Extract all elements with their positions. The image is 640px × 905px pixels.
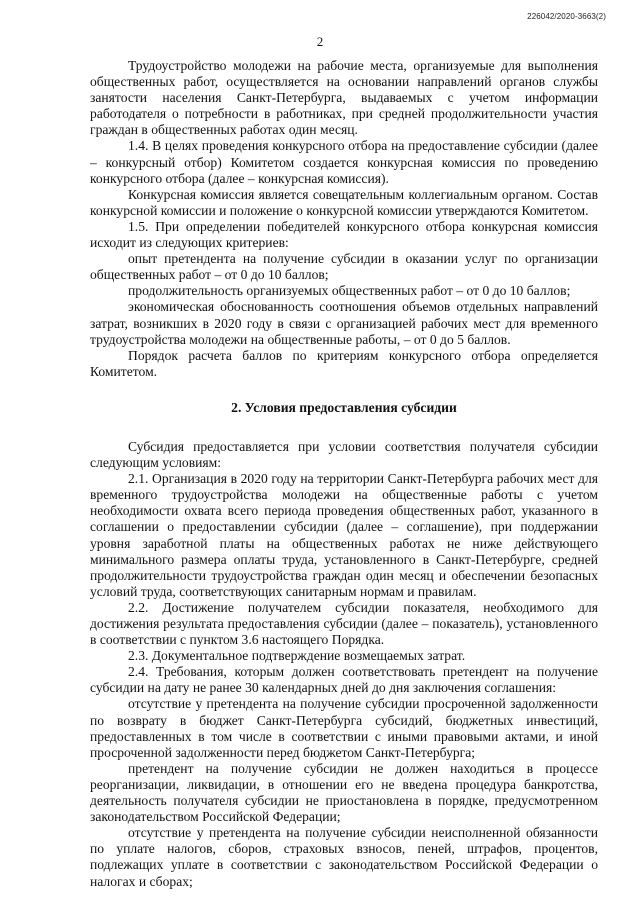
requirement-item: отсутствие у претендента на получение субсидии просроченной задолженности по возврату в бюджет Санкт-Петербурга субсидий, бюджетных инвестиций, предоставленных в том числе в соответствии с иными правовыми актами, и иной просроченной задолженности перед бюджетом Санкт-Петербурга; [90, 696, 598, 760]
paragraph: Субсидия предоставляется при условии соответствия получателя субсидии следующим условиям: [90, 438, 598, 471]
paragraph: 1.4. В целях проведения конкурсного отбора на предоставление субсидии (далее – конкурсный отбор) Комитетом создается конкурсная комиссия по проведению конкурсного отбора (далее – конкурсная комиссия). [90, 138, 598, 186]
criteria-item: экономическая обоснованность соотношения объемов отдельных направлений затрат, возникших в 2020 году в связи с организацией рабочих мест для временного трудоустройства молодежи на общественные работы, – от 0 до 5 баллов. [90, 299, 598, 347]
paragraph: Порядок расчета баллов по критериям конкурсного отбора определяется Комитетом. [90, 347, 598, 379]
paragraph: Трудоустройство молодежи на рабочие места, организуемые для выполнения общественных работ, осуществляется на основании направлений органов службы занятости населения Санкт-Петербурга, выдаваемых с учетом информации работодателя о потребности в работниках, при средней продолжительности участия граждан в общественных работах один месяц. [90, 58, 598, 138]
paragraph: Конкурсная комиссия является совещательным коллегиальным органом. Состав конкурсной комиссии и положение о конкурсной комиссии утверждаются Комитетом. [90, 186, 598, 218]
requirement-item: претендент на получение субсидии не должен находиться в процессе реорганизации, ликвидации, в отношении его не введена процедура банкротства, деятельность получателя субсидии не приостановлена в порядке, предусмотренном законодательством Российской Федерации; [90, 760, 598, 825]
criteria-item: опыт претендента на получение субсидии в оказании услуг по организации общественных работ – от 0 до 10 баллов; [90, 251, 598, 283]
criteria-item: продолжительность организуемых общественных работ – от 0 до 10 баллов; [128, 283, 571, 299]
document-body [90, 58, 598, 890]
paragraph: 2.2. Достижение получателем субсидии показателя, необходимого для достижения результата предоставления субсидии (далее – показатель), установленного в соответствии с пунктом 3.6 настоящего Порядка. [90, 599, 598, 648]
section-title: 2. Условия предоставления субсидии [231, 399, 457, 415]
paragraph: 1.5. При определении победителей конкурсного отбора конкурсная комиссия исходит из следующих критериев: [90, 218, 598, 251]
requirement-item: отсутствие у претендента на получение субсидии неисполненной обязанности по уплате налогов, сборов, страховых взносов, пеней, штрафов, процентов, подлежащих уплате в соответствии с законодательством Российской Федерации о налогах и сборах; [90, 825, 598, 889]
page-number: 2 [316, 34, 324, 49]
paragraph: 2.1. Организация в 2020 году на территории Санкт-Петербурга рабочих мест для временного трудоустройства молодежи на общественные работы с учетом необходимости охвата всего периода проведения общественных работ, указанного в соглашении о предоставлении субсидии (далее – соглашение), при поддержании уровня заработной платы на общественных работах не ниже действующего минимального размера оплаты труда, установленного в Санкт-Петербурге, средней продолжительности трудоустройства граждан один месяц и обеспечении безопасных условий труда, соответствующих санитарным нормам и правилам. [90, 471, 598, 599]
paragraph: 2.3. Документальное подтверждение возмещаемых затрат. [128, 648, 466, 664]
document-id: 226042/2020-3663(2) [527, 12, 606, 21]
paragraph: 2.4. Требования, которым должен соответствовать претендент на получение субсидии на дату не ранее 30 календарных дней до дня заключения соглашения: [90, 664, 598, 696]
